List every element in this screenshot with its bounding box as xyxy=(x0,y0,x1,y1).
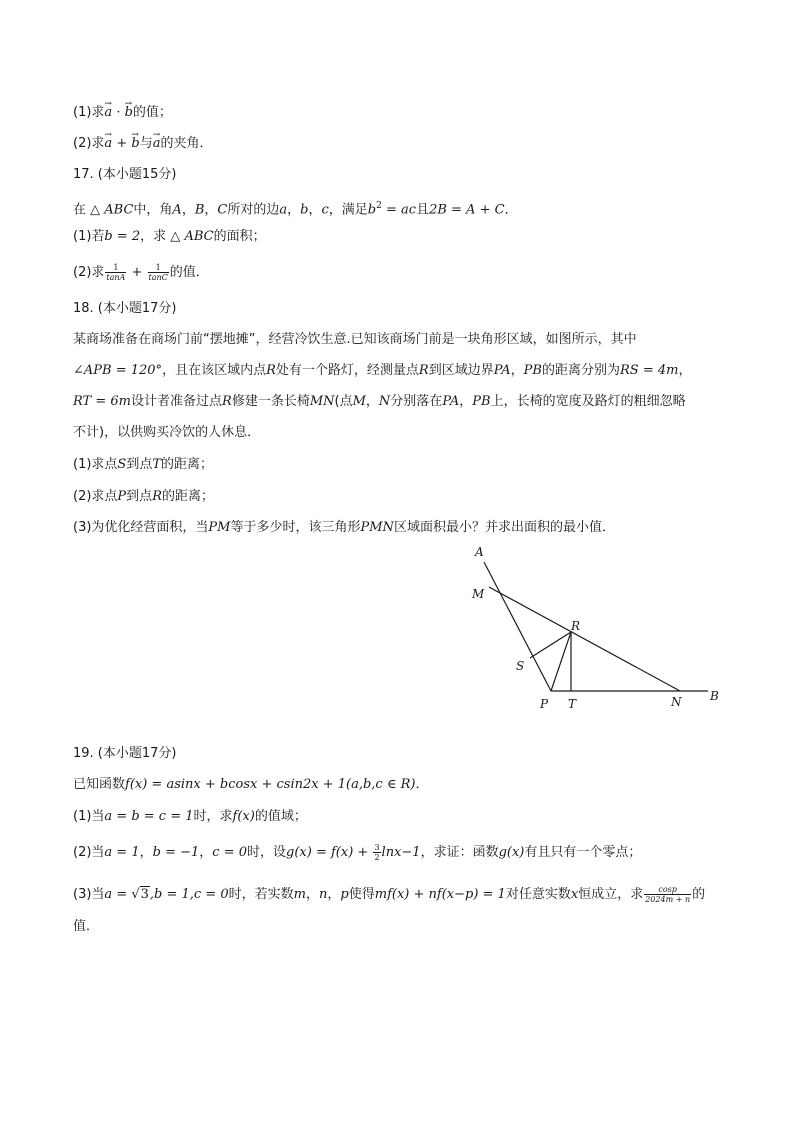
q18-line4: 不计)，以供购买冷饮的人休息． xyxy=(73,425,261,440)
label-M: M xyxy=(472,587,485,601)
q18-part1: (1)求点S到点T的距离； xyxy=(73,457,214,472)
fraction: $\frac{3}{2}$ xyxy=(374,843,380,862)
q19-stem: 已知函数f(x) = asinx + bcosx + csin2x + 1(a,b,c ∈ R)． xyxy=(73,777,429,792)
label-P: P xyxy=(540,697,549,711)
q16-part2: (2)求→ a + → b与→ a的夹角． xyxy=(73,135,212,153)
q18-part3: (3)为优化经营面积，当PM等于多少时，该三角形PMN区域面积最小？并求出面积的最小值． xyxy=(73,520,615,535)
q19-header: 19. (本小题17分) xyxy=(73,746,177,761)
q17-stem: 在 △ ABC中，角A，B，C所对的边a，b，c，满足$b^2$ = ac且2B = A + C． xyxy=(73,201,518,218)
q19-part2: (2)当a = 1，b = −1，c = 0时，设g(x) = f(x) + $\frac{3}{2}$ lnx−1，求证：函数g(x)有且只有一个零点； xyxy=(73,843,642,862)
fraction: $\frac{\cos p}{2024m + n}$ xyxy=(645,885,691,904)
q18-line2: ∠APB = 120°，且在该区域内点R处有一个路灯，经测量点R到区域边界PA，PB的距离分别为RS = 4m， xyxy=(73,363,692,378)
segment-RP xyxy=(551,632,571,691)
q19-part3-end: 值． xyxy=(73,919,100,934)
label-A: A xyxy=(475,545,484,559)
label-S: S xyxy=(516,659,525,673)
q17-part1: (1)若b = 2，求 △ ABC的面积； xyxy=(73,229,266,244)
q18-line3: RT = 6m设计者准备过点R修建一条长椅MN(点M，N分别落在PA，PB上，长椅的宽度及路灯的粗细忽略 xyxy=(73,394,686,409)
q19-part3: (3)当a = √3,b = 1,c = 0时，若实数m，n，p使得mf(x) + nf(x−p) = 1对任意实数x恒成立，求 $\frac{\cos p}{2024m + n}$ 的 xyxy=(73,885,706,904)
q18-part2: (2)求点P到点R的距离； xyxy=(73,489,214,504)
segment-MN xyxy=(489,587,680,691)
label-N: N xyxy=(671,695,682,709)
q18-header: 18. (本小题17分) xyxy=(73,301,177,316)
q19-part1: (1)当a = b = c = 1时，求f(x)的值域； xyxy=(73,809,307,824)
label-T: T xyxy=(568,697,577,711)
segment-RS xyxy=(530,632,571,658)
q16-part1: (1)求→ a · → b的值； xyxy=(73,104,172,122)
square-root: √3 xyxy=(131,887,149,902)
fraction: $\frac{1}{\tan A}$ xyxy=(106,263,126,282)
q17-part2: (2)求 $\frac{1}{\tan A}$ + $\frac{1}{\tan C}$ 的值． xyxy=(73,263,209,282)
q17-header: 17. (本小题15分) xyxy=(73,167,177,182)
label-B: B xyxy=(710,689,719,703)
q18-line1: 某商场准备在商场门前“摆地摊”，经营冷饮生意.已知该商场门前是一块角形区域，如图所示，其中 xyxy=(73,332,637,347)
fraction: $\frac{1}{\tan C}$ xyxy=(148,263,168,282)
label-R: R xyxy=(571,619,581,633)
